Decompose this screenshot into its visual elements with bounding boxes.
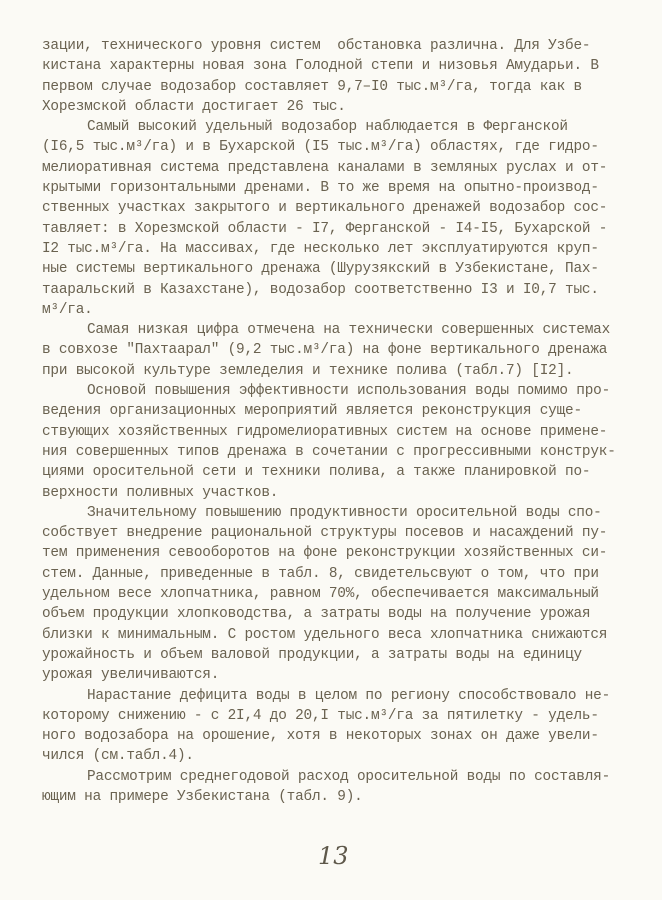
paragraph — [42, 381, 632, 503]
paragraph — [42, 503, 632, 686]
text-line: которому снижению - с 2I,4 до 20,I тыс.м³/га за пятилетку - удель- — [42, 707, 599, 724]
text-line: объем продукции хлопководства, а затраты воды на получение урожая — [42, 606, 591, 623]
text-line: Рассмотрим среднегодовой расход оросительной воды по составля- — [87, 768, 611, 785]
text-line: I2 тыс.м³/га. На массивах, где несколько лет эксплуатируются круп- — [42, 240, 599, 257]
document-body — [42, 36, 632, 807]
text-line: кистана характерны новая зона Голодной степи и низовья Амударьи. В — [42, 58, 599, 75]
text-line: м³/га. — [42, 301, 93, 318]
text-line: Самый высокий удельный водозабор наблюдается в Ферганской — [87, 119, 568, 136]
text-line: урожайность и объем валовой продукции, а затраты воды на единицу — [42, 646, 582, 663]
text-line: зации, технического уровня систем обстановка различна. Для Узбе- — [42, 38, 591, 54]
text-line: собствует внедрение рациональной структуры посевов и насаждений пу- — [42, 525, 608, 542]
text-line: крытыми горизонтальными дренами. В то же время на опытно-производ- — [42, 180, 599, 197]
text-line: Нарастание дефицита воды в целом по региону способствовало не- — [87, 687, 611, 704]
paragraph — [42, 117, 632, 320]
text-line: тааральский в Казахстане), водозабор соответственно I3 и I0,7 тыс. — [42, 281, 599, 298]
text-line: удельном весе хлопчатника, равном 70%, обеспечивается максимальный — [42, 586, 599, 603]
text-line: Значительному повышению продуктивности оросительной воды спо- — [87, 504, 602, 521]
text-line: циями оросительной сети и техники полива, а также планировкой по- — [42, 464, 591, 481]
text-line: (I6,5 тыс.м³/га) и в Бухарской (I5 тыс.м³/га) областях, где гидро- — [42, 139, 599, 156]
text-line: ного водозабора на орошение, хотя в некоторых зонах он даже увели- — [42, 728, 599, 745]
text-line: мелиоративная система представлена каналами в земляных руслах и от- — [42, 159, 608, 176]
text-line: ствующих хозяйственных гидромелиоративных систем на основе примене- — [42, 423, 608, 440]
paragraph — [42, 686, 632, 767]
paragraph — [42, 36, 632, 117]
text-line: ющим на примере Узбекистана (табл. 9). — [42, 788, 363, 805]
text-line: ния совершенных типов дренажа в сочетании с прогрессивными конструк- — [42, 443, 616, 460]
text-line: тем применения севооборотов на фоне реконструкции хозяйственных си- — [42, 545, 608, 562]
page-number: 13 — [318, 842, 349, 870]
text-line: чился (см.табл.4). — [42, 748, 194, 765]
text-line: при высокой культуре земледелия и технике полива (табл.7) [I2]. — [42, 362, 574, 379]
text-line: верхности поливных участков. — [42, 484, 279, 501]
text-line: первом случае водозабор составляет 9,7–I0 тыс.м³/га, тогда как в — [42, 78, 582, 95]
text-line: Основой повышения эффективности использования воды помимо про- — [87, 383, 611, 400]
text-line: тавляет: в Хорезмской области - I7, Ферганской - I4-I5, Бухарской - — [42, 220, 608, 237]
paragraph — [42, 320, 632, 381]
text-line: стем. Данные, приведенные в табл. 8, свидетельсвуют о том, что при — [42, 565, 599, 582]
text-line: в совхозе "Пахтаарал" (9,2 тыс.м³/га) на фоне вертикального дренажа — [42, 342, 608, 359]
paragraph — [42, 767, 632, 808]
text-line: Самая низкая цифра отмечена на технически совершенных системах — [87, 322, 611, 339]
text-line: Хорезмской области достигает 26 тыс. — [42, 98, 346, 115]
text-line: ведения организационных мероприятий является реконструкция суще- — [42, 403, 582, 420]
text-line: близки к минимальным. С ростом удельного веса хлопчатника снижаются — [42, 626, 608, 643]
text-line: ственных участках закрытого и вертикального дренажей водозабор сос- — [42, 200, 608, 217]
text-line: ные системы вертикального дренажа (Шурузякский в Узбекистане, Пах- — [42, 261, 599, 278]
text-line: урожая увеличиваются. — [42, 667, 220, 684]
